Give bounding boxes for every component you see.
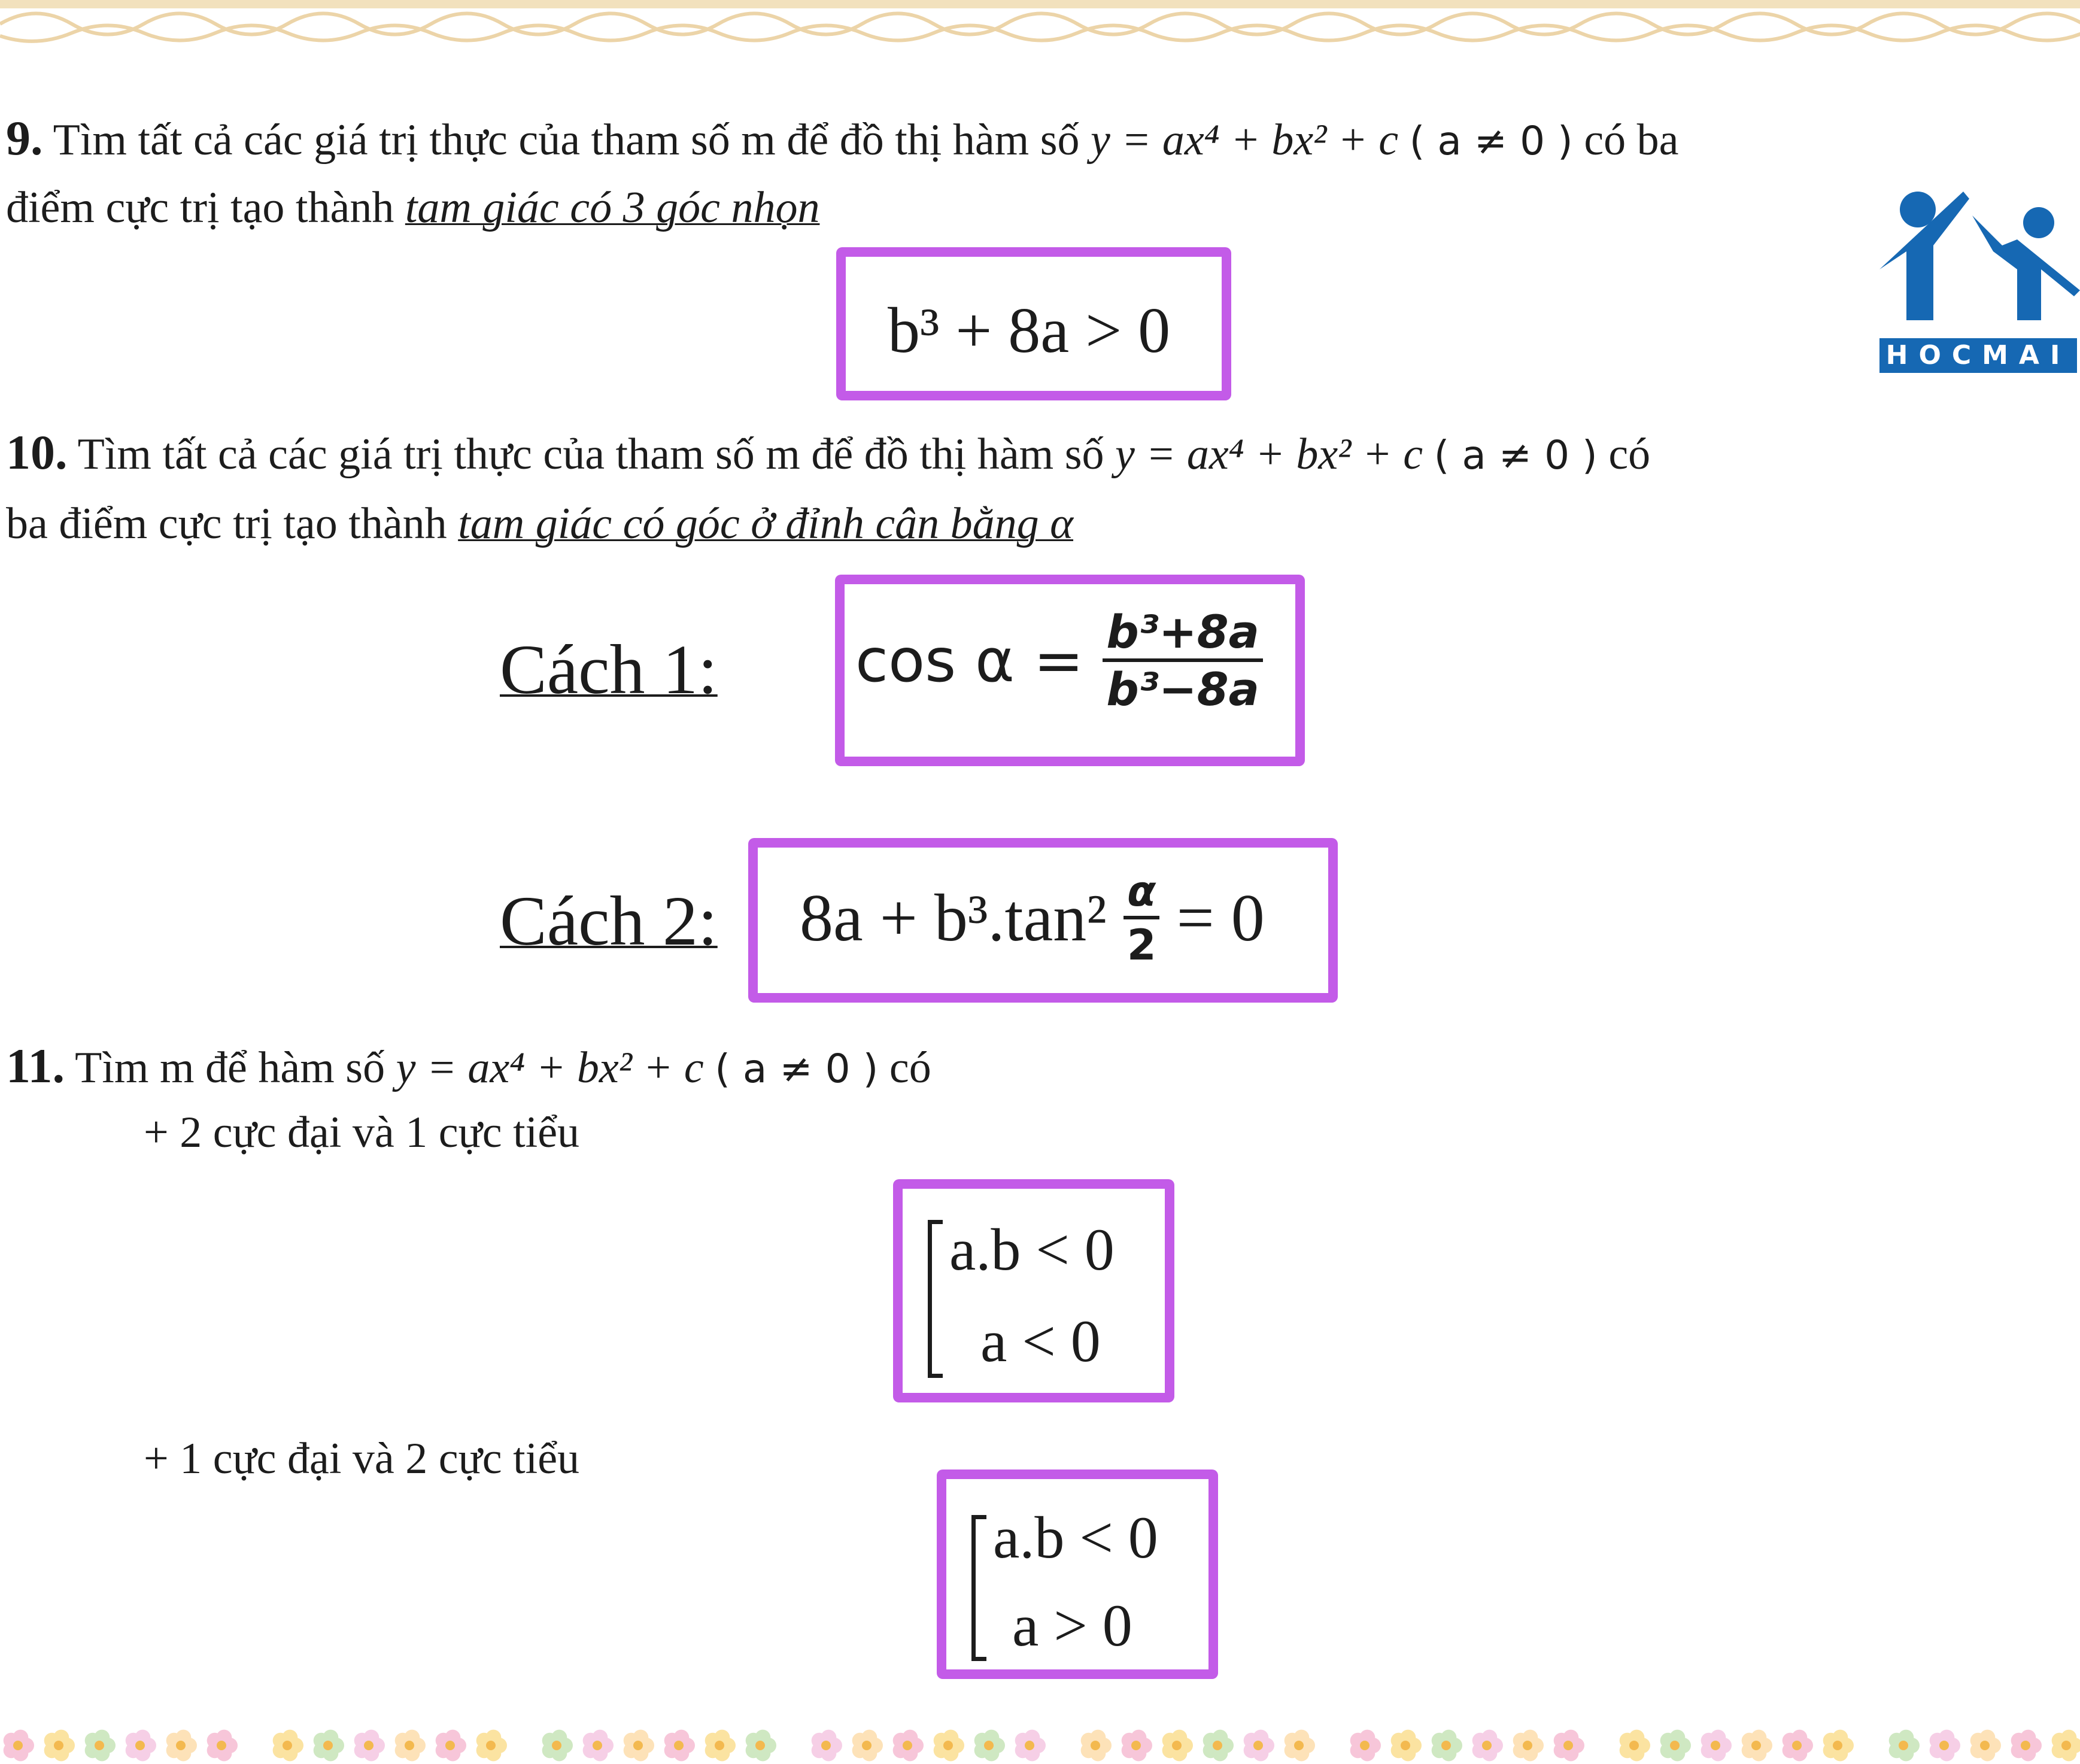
q11-cond: ( a ≠ 0 ) (715, 1046, 879, 1092)
flower-icon (624, 1730, 654, 1762)
q10-line1 (6, 425, 1651, 479)
flower-icon (705, 1730, 736, 1762)
flower-icon (852, 1730, 883, 1762)
q9-number: 9. (6, 111, 43, 165)
flower-icon (314, 1730, 344, 1762)
q10-method1-lhs: cos α = (855, 626, 1084, 696)
q11-case2-brace (971, 1515, 986, 1661)
flower-icon (893, 1730, 924, 1762)
q10-text-a: Tìm tất cả các giá trị thực của tham số m để đồ thị hàm số (77, 430, 1104, 479)
q10-method2-formula (800, 867, 1265, 970)
q11-case2-eq1: a.b < 0 (993, 1504, 1158, 1571)
q10-method2-fraction (1123, 867, 1160, 970)
flower-icon (1823, 1730, 1854, 1762)
flower-icon (1081, 1730, 1112, 1762)
flower-icon (1015, 1730, 1046, 1762)
flower-icon (354, 1730, 385, 1762)
q11-case1-label: + 2 cực đại và 1 cực tiểu (144, 1108, 580, 1157)
q11-line1 (6, 1039, 931, 1093)
flower-icon (746, 1730, 776, 1762)
q10-method2-denominator: 2 (1126, 921, 1156, 970)
flower-icon (1701, 1730, 1732, 1762)
logo-text: HOCMAI (1879, 338, 2077, 373)
flower-icon (207, 1730, 238, 1762)
q10-line2-text: ba điểm cực trị tạo thành (6, 499, 447, 548)
flower-icon (1620, 1730, 1650, 1762)
q9-line2-text: điểm cực trị tạo thành (6, 183, 394, 232)
flower-icon (934, 1730, 964, 1762)
flower-icon (476, 1730, 507, 1762)
flower-icon (395, 1730, 426, 1762)
q10-method2-lhs: 8a + b³.tan² (800, 881, 1107, 955)
q10-func: y = ax⁴ + bx² + c (1115, 430, 1423, 479)
q10-method2-label: Cách 2: (500, 882, 718, 960)
q11-case2-label: + 1 cực đại và 2 cực tiểu (144, 1434, 580, 1483)
q10-cond: ( a ≠ 0 ) (1434, 432, 1598, 478)
q9-emphasis: tam giác có 3 góc nhọn (405, 183, 820, 232)
q10-method2-box (748, 838, 1338, 1003)
q11-func: y = ax⁴ + bx² + c (396, 1043, 704, 1092)
flower-icon (1350, 1730, 1381, 1762)
bottom-flower-border (0, 1718, 2080, 1764)
flower-icon (1554, 1730, 1584, 1762)
flower-icon (1970, 1730, 2001, 1762)
flower-icon (974, 1730, 1005, 1762)
flower-icon (1783, 1730, 1813, 1762)
q9-text-b: có ba (1584, 116, 1679, 165)
q10-line2 (6, 499, 1074, 548)
flower-icon (44, 1730, 75, 1762)
q10-method2-rhs: = 0 (1176, 881, 1265, 955)
q11-case1-box (893, 1179, 1174, 1402)
flower-icon (273, 1730, 303, 1762)
q11-text-b: có (889, 1043, 931, 1092)
flower-icon (126, 1730, 156, 1762)
top-border-decoration (0, 0, 2080, 48)
people-logo-icon (1873, 180, 2080, 329)
flower-icon (1285, 1730, 1315, 1762)
q11-text-a: Tìm m để hàm số (75, 1043, 385, 1092)
flower-icon (812, 1730, 842, 1762)
flower-icon (1660, 1730, 1691, 1762)
q10-method1-label: Cách 1: (500, 630, 718, 709)
flower-icon (1742, 1730, 1772, 1762)
flower-icon (2052, 1730, 2080, 1762)
q11-case1-eq1: a.b < 0 (949, 1216, 1115, 1283)
q9-func: y = ax⁴ + bx² + c (1091, 116, 1399, 165)
q11-case1-eq2: a < 0 (980, 1308, 1101, 1374)
flower-icon (1930, 1730, 1960, 1762)
q10-method2-numerator: α (1123, 870, 1159, 919)
q10-method1-box (835, 575, 1305, 766)
q10-method1-numerator: b³+8a (1103, 609, 1263, 662)
flower-icon (1203, 1730, 1234, 1762)
flower-icon (664, 1730, 695, 1762)
q9-line2 (6, 183, 820, 232)
hocmai-logo (1873, 180, 2080, 377)
q9-text-a: Tìm tất cả các giá trị thực của tham số m để đồ thị hàm số (53, 116, 1080, 165)
flower-icon (2011, 1730, 2042, 1762)
flower-icon (166, 1730, 197, 1762)
q10-method1-formula (855, 605, 1263, 716)
q11-case2-eq2: a > 0 (1012, 1592, 1132, 1659)
flower-icon (436, 1730, 466, 1762)
flower-icon (1122, 1730, 1152, 1762)
q9-answer: b³ + 8a > 0 (888, 295, 1171, 366)
q9-answer-box (836, 247, 1231, 400)
q10-method1-fraction (1103, 605, 1263, 716)
q10-text-b: có (1608, 430, 1651, 479)
q10-method1-denominator: b³−8a (1106, 663, 1259, 716)
flower-icon (4, 1730, 34, 1762)
q9-line1 (6, 111, 1679, 165)
flower-icon (1432, 1730, 1462, 1762)
q9-cond: ( a ≠ 0 ) (1409, 118, 1573, 164)
q11-case2-box (937, 1470, 1218, 1679)
flower-icon (583, 1730, 614, 1762)
q10-emphasis: tam giác có góc ở đỉnh cân bằng α (458, 499, 1074, 548)
flower-icon (1472, 1730, 1503, 1762)
flower-icon (1889, 1730, 1920, 1762)
flower-icon (1391, 1730, 1422, 1762)
flower-icon (1513, 1730, 1544, 1762)
flower-icon (85, 1730, 116, 1762)
q11-number: 11. (6, 1039, 65, 1093)
flower-icon (1244, 1730, 1274, 1762)
flower-icon (1162, 1730, 1193, 1762)
flower-icon (542, 1730, 573, 1762)
q11-case1-brace (928, 1220, 943, 1378)
q10-number: 10. (6, 425, 68, 479)
